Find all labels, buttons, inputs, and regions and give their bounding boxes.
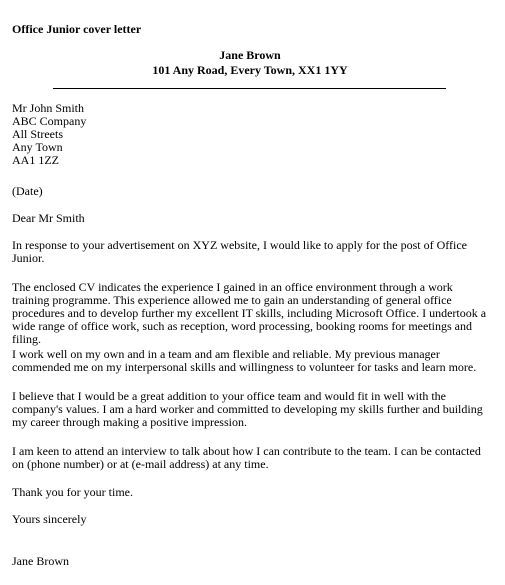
sender-address: 101 Any Road, Every Town, XX1 1YY bbox=[152, 63, 348, 77]
recipient-line: AA1 1ZZ bbox=[12, 153, 59, 167]
paragraph-intro: In response to your advertisement on XYZ website, I would like to apply for the post of Office Junior. bbox=[12, 238, 468, 265]
recipient-address bbox=[12, 102, 490, 167]
salutation: Dear Mr Smith bbox=[12, 211, 85, 225]
document-title: Office Junior cover letter bbox=[12, 22, 142, 36]
recipient-line: Any Town bbox=[12, 140, 63, 154]
paragraph-thanks: Thank you for your time. bbox=[12, 485, 133, 499]
paragraph-experience: The enclosed CV indicates the experience I gained in an office environment through a work training programme. This experience allowed me to gain an understanding of general office procedures and to develop further my excellent IT skills, including Microsoft Office. I undertook a wide range of office work, such as reception, word processing, booking rooms for meetings and filing. bbox=[12, 280, 487, 346]
paragraph-contribution: I believe that I would be a great addition to your office team and would fit in well with the company's values. I am a hard worker and committed to developing my skills further and building my career through making a positive impression. bbox=[12, 389, 483, 429]
recipient-line: ABC Company bbox=[12, 114, 87, 128]
signature-name: Jane Brown bbox=[12, 554, 69, 568]
paragraph-interview: I am keen to attend an interview to talk about how I can contribute to the team. I can be contacted on (phone number) or at (e-mail address) at any time. bbox=[12, 444, 481, 471]
paragraph-teamwork: I work well on my own and in a team and am flexible and reliable. My previous manager commended me on my interpersonal skills and willingness to volunteer for tasks and learn more. bbox=[12, 347, 477, 374]
closing: Yours sincerely bbox=[12, 512, 87, 526]
letter-date: (Date) bbox=[12, 184, 43, 198]
sender-name: Jane Brown bbox=[219, 48, 281, 62]
letterhead bbox=[0, 48, 500, 78]
recipient-line: Mr John Smith bbox=[12, 101, 85, 115]
letterhead-divider bbox=[53, 88, 446, 89]
recipient-line: All Streets bbox=[12, 127, 63, 141]
